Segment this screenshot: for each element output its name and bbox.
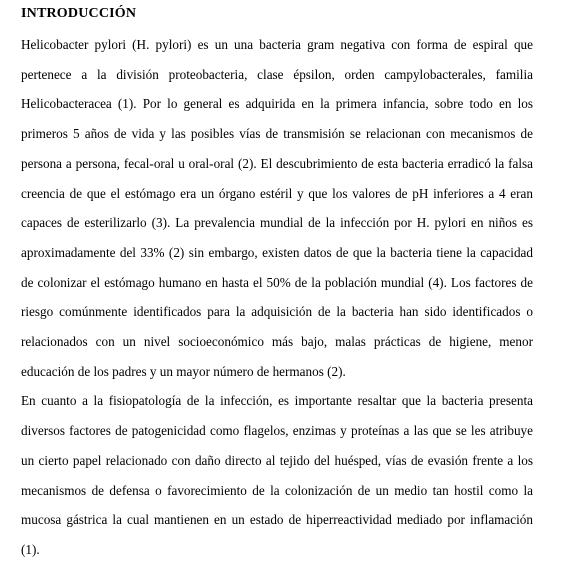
paragraph-2: En cuanto a la fisiopatología de la infección, es importante resaltar que la bacteria presenta diversos factores de patogenicidad como flagelos, enzimas y proteínas a las que se les atribuye un cierto papel relacionado con daño directo al tejido del huésped, vías de evasión frente a los mecanismos de defensa o favorecimiento de la colonización de un medio tan hostil como la mucosa gástrica la cual mantienen en un estado de hiperreactividad mediado por inflamación (1).	[21, 393, 533, 557]
paragraph-1: Helicobacter pylori (H. pylori) es un una bacteria gram negativa con forma de espiral que pertenece a la división proteobacteria, clase épsilon, orden campylobacterales, familia Helicobacteracea (1). Por lo general es adquirida en la primera infancia, sobre todo en los primeros 5 años de vida y las posibles vías de transmisión se relacionan con mecanismos de persona a persona, fecal-oral u oral-oral (2). El descubrimiento de esta bacteria erradicó la falsa creencia de que el estómago era un órgano estéril y que los valores de pH inferiores a 4 eran capaces de esterilizarlo (3). La prevalencia mundial de la infección por H. pylori en niños es aproximadamente del 33% (2) sin embargo, existen datos de que la bacteria tiene la capacidad de colonizar el estómago humano en hasta el 50% de la población mundial (4). Los factores de riesgo comúnmente identificados para la adquisición de la bacteria han sido identificados o relacionados con un nivel socioeconómico más bajo, malas prácticas de higiene, menor educación de los padres y un mayor número de hermanos (2).	[21, 37, 533, 379]
section-heading: INTRODUCCIÓN	[21, 6, 137, 21]
